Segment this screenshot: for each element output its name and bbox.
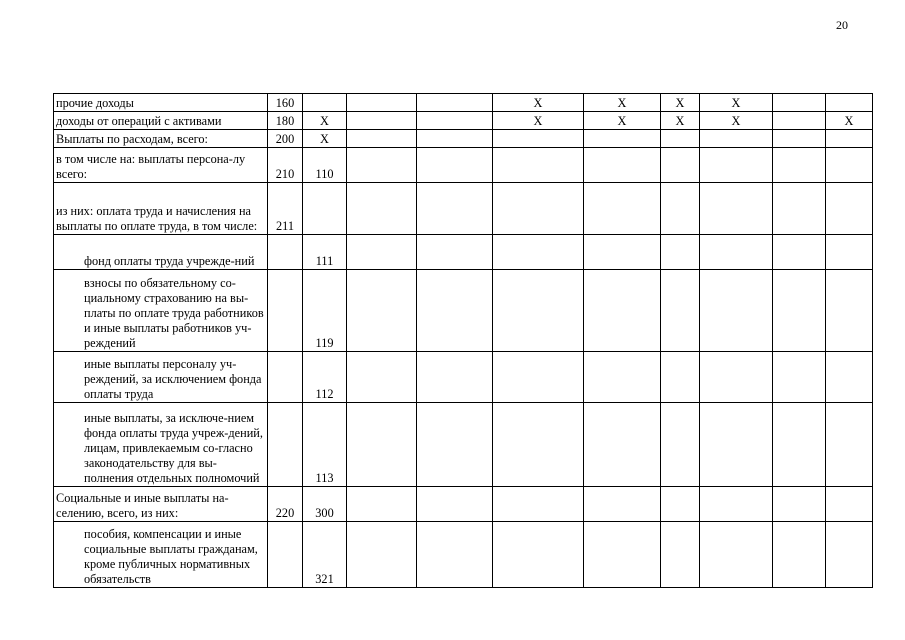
value-cell bbox=[493, 130, 584, 148]
value-cell bbox=[700, 148, 773, 183]
value-cell bbox=[584, 270, 661, 352]
value-cell bbox=[417, 352, 493, 403]
table-row bbox=[54, 522, 873, 588]
value-cell bbox=[347, 183, 417, 235]
line-code-cell bbox=[268, 270, 303, 352]
value-cell bbox=[347, 270, 417, 352]
line-code-cell: 160 bbox=[268, 94, 303, 112]
value-cell bbox=[661, 130, 700, 148]
value-cell bbox=[584, 130, 661, 148]
value-cell bbox=[826, 403, 873, 487]
value-cell bbox=[347, 94, 417, 112]
value-cell: X bbox=[661, 112, 700, 130]
value-cell: X bbox=[493, 94, 584, 112]
table-row bbox=[54, 235, 873, 270]
table-row bbox=[54, 403, 873, 487]
row-label: прочие доходы bbox=[54, 94, 268, 112]
value-cell bbox=[661, 235, 700, 270]
value-cell bbox=[584, 487, 661, 522]
kbk-code-cell: 321 bbox=[303, 522, 347, 588]
value-cell bbox=[773, 403, 826, 487]
value-cell: X bbox=[493, 112, 584, 130]
value-cell bbox=[347, 522, 417, 588]
line-code-cell: 211 bbox=[268, 183, 303, 235]
value-cell bbox=[417, 270, 493, 352]
table-row bbox=[54, 112, 873, 130]
table-row bbox=[54, 487, 873, 522]
page-number: 20 bbox=[836, 18, 848, 32]
line-code-cell: 220 bbox=[268, 487, 303, 522]
row-label: доходы от операций с активами bbox=[54, 112, 268, 130]
value-cell bbox=[773, 94, 826, 112]
value-cell bbox=[584, 522, 661, 588]
value-cell bbox=[661, 148, 700, 183]
row-label: Социальные и иные выплаты на-селению, всего, из них: bbox=[54, 487, 268, 522]
value-cell bbox=[493, 403, 584, 487]
value-cell bbox=[493, 522, 584, 588]
table-row bbox=[54, 270, 873, 352]
value-cell: X bbox=[584, 94, 661, 112]
value-cell bbox=[417, 130, 493, 148]
kbk-code-cell: 113 bbox=[303, 403, 347, 487]
value-cell bbox=[417, 112, 493, 130]
row-label: из них: оплата труда и начисления на выплаты по оплате труда, в том числе: bbox=[54, 183, 268, 235]
value-cell bbox=[347, 352, 417, 403]
kbk-code-cell: 119 bbox=[303, 270, 347, 352]
value-cell bbox=[661, 403, 700, 487]
value-cell bbox=[773, 270, 826, 352]
value-cell bbox=[661, 352, 700, 403]
row-label: иные выплаты персоналу уч-реждений, за исключением фонда оплаты труда bbox=[54, 352, 268, 403]
value-cell bbox=[661, 522, 700, 588]
row-label: в том числе на: выплаты персона-лу всего: bbox=[54, 148, 268, 183]
line-code-cell bbox=[268, 352, 303, 403]
value-cell bbox=[417, 522, 493, 588]
kbk-code-cell: X bbox=[303, 112, 347, 130]
value-cell bbox=[826, 94, 873, 112]
value-cell: X bbox=[661, 94, 700, 112]
value-cell bbox=[493, 235, 584, 270]
value-cell bbox=[493, 183, 584, 235]
financial-plan-table bbox=[53, 93, 873, 588]
line-code-cell bbox=[268, 235, 303, 270]
value-cell: X bbox=[826, 112, 873, 130]
value-cell bbox=[493, 487, 584, 522]
value-cell bbox=[773, 487, 826, 522]
value-cell bbox=[493, 148, 584, 183]
value-cell bbox=[661, 183, 700, 235]
value-cell bbox=[700, 403, 773, 487]
value-cell bbox=[700, 522, 773, 588]
value-cell bbox=[773, 522, 826, 588]
line-code-cell bbox=[268, 522, 303, 588]
value-cell bbox=[417, 148, 493, 183]
value-cell bbox=[661, 487, 700, 522]
table-row bbox=[54, 130, 873, 148]
value-cell bbox=[347, 235, 417, 270]
line-code-cell: 200 bbox=[268, 130, 303, 148]
value-cell bbox=[584, 148, 661, 183]
value-cell bbox=[417, 183, 493, 235]
table-row bbox=[54, 183, 873, 235]
value-cell bbox=[700, 270, 773, 352]
value-cell bbox=[826, 487, 873, 522]
value-cell bbox=[700, 130, 773, 148]
value-cell bbox=[826, 235, 873, 270]
line-code-cell bbox=[268, 403, 303, 487]
value-cell bbox=[493, 270, 584, 352]
kbk-code-cell bbox=[303, 94, 347, 112]
value-cell bbox=[661, 270, 700, 352]
value-cell bbox=[773, 235, 826, 270]
row-label: иные выплаты, за исключе-нием фонда оплаты труда учреж-дений, лицам, привлекаемым со-гласно законодательству для вы-полнения отдельных полномочий bbox=[54, 403, 268, 487]
value-cell bbox=[826, 183, 873, 235]
value-cell bbox=[347, 112, 417, 130]
value-cell bbox=[826, 130, 873, 148]
value-cell bbox=[773, 183, 826, 235]
value-cell bbox=[773, 112, 826, 130]
row-label: Выплаты по расходам, всего: bbox=[54, 130, 268, 148]
value-cell bbox=[826, 270, 873, 352]
value-cell bbox=[700, 183, 773, 235]
value-cell bbox=[493, 352, 584, 403]
value-cell bbox=[347, 148, 417, 183]
value-cell bbox=[773, 352, 826, 403]
kbk-code-cell bbox=[303, 183, 347, 235]
kbk-code-cell: 112 bbox=[303, 352, 347, 403]
value-cell bbox=[417, 487, 493, 522]
value-cell bbox=[347, 130, 417, 148]
row-label: пособия, компенсации и иные социальные выплаты гражданам, кроме публичных нормативных обязательств bbox=[54, 522, 268, 588]
value-cell bbox=[700, 487, 773, 522]
table-row bbox=[54, 94, 873, 112]
value-cell: X bbox=[584, 112, 661, 130]
row-label: взносы по обязательному со-циальному страхованию на вы-платы по оплате труда работников и иные выплаты работников уч-реждений bbox=[54, 270, 268, 352]
kbk-code-cell: X bbox=[303, 130, 347, 148]
value-cell bbox=[773, 130, 826, 148]
value-cell bbox=[584, 352, 661, 403]
kbk-code-cell: 111 bbox=[303, 235, 347, 270]
row-label: фонд оплаты труда учрежде-ний bbox=[54, 235, 268, 270]
kbk-code-cell: 110 bbox=[303, 148, 347, 183]
value-cell: X bbox=[700, 94, 773, 112]
value-cell bbox=[417, 235, 493, 270]
value-cell: X bbox=[700, 112, 773, 130]
line-code-cell: 180 bbox=[268, 112, 303, 130]
value-cell bbox=[584, 403, 661, 487]
line-code-cell: 210 bbox=[268, 148, 303, 183]
value-cell bbox=[700, 235, 773, 270]
value-cell bbox=[417, 403, 493, 487]
value-cell bbox=[584, 183, 661, 235]
value-cell bbox=[826, 352, 873, 403]
kbk-code-cell: 300 bbox=[303, 487, 347, 522]
value-cell bbox=[700, 352, 773, 403]
value-cell bbox=[826, 522, 873, 588]
value-cell bbox=[347, 487, 417, 522]
table-row bbox=[54, 148, 873, 183]
value-cell bbox=[347, 403, 417, 487]
value-cell bbox=[417, 94, 493, 112]
value-cell bbox=[773, 148, 826, 183]
value-cell bbox=[584, 235, 661, 270]
value-cell bbox=[826, 148, 873, 183]
table-row bbox=[54, 352, 873, 403]
